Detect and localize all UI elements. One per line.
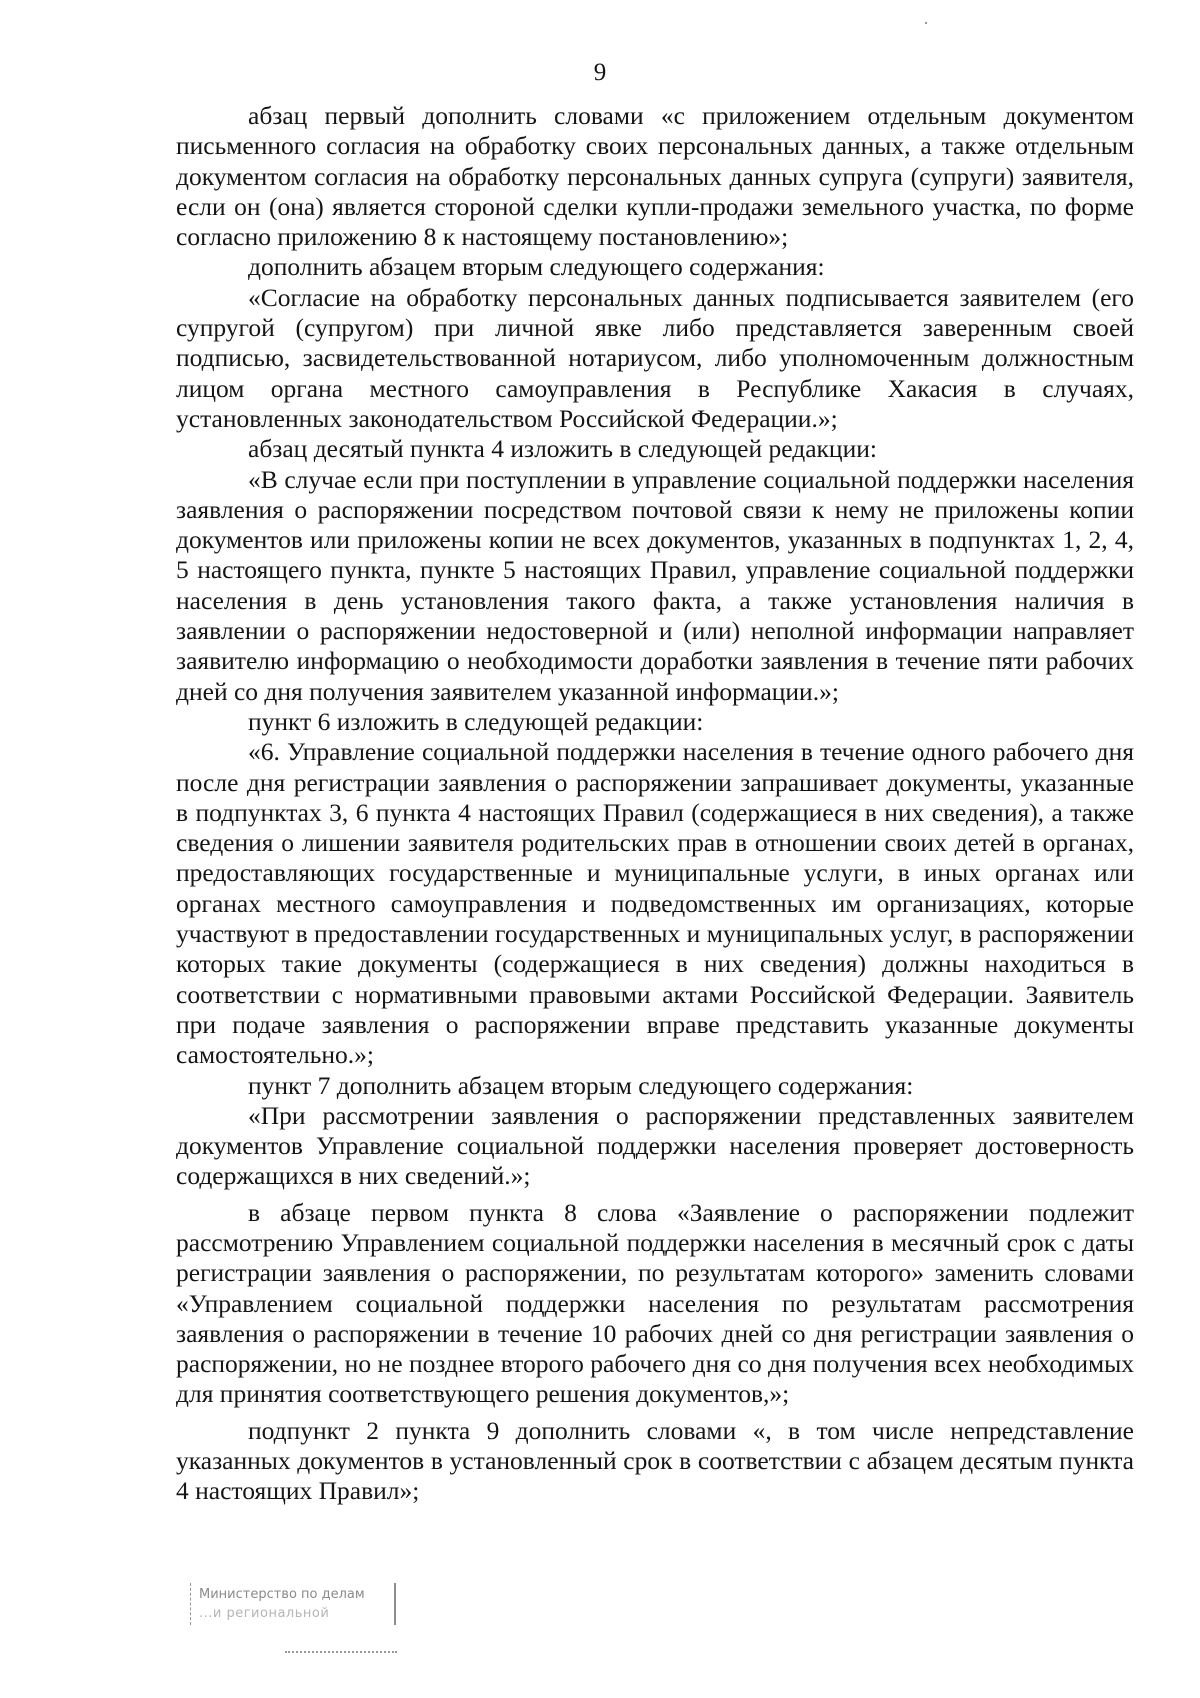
paragraph: «Согласие на обработку персональных данных подписывается заявителем (его супругой (супругом) при личной явке либо представляется заверенным своей подписью, засвидетельствованной нотариусом, либо уполномоченным должностным лицом органа местного самоуправления в Республике Хакасия в случаях, установленных законодательством Российской Федерации.»; — [176, 282, 1134, 433]
paragraph: «6. Управление социальной поддержки населения в течение одного рабочего дня после дня регистрации заявления о распоряжении запрашивает документы, указанные в подпунктах 3, 6 пункта 4 настоящих Правил (содержащиеся в них сведения), а также сведения о лишении заявителя родительских прав в отношении своих детей в органах, предоставляющих государственные и муниципальные услуги, в иных органах или органах местного самоуправления и подведомственных им организациях, которые участвуют в предоставлении государственных и муниципальных услуг, в распоряжении которых такие документы (содержащиеся в них сведения) должны находиться в соответствии с нормативными правовыми актами Российской Федерации. Заявитель при подаче заявления о распоряжении вправе представить указанные документы самостоятельно.»; — [176, 737, 1134, 1070]
paragraph: «В случае если при поступлении в управление социальной поддержки населения заявления о распоряжении посредством почтовой связи к нему не приложены копии документов или приложены копии не всех документов, указанных в подпунктах 1, 2, 4, 5 настоящего пункта, пункте 5 настоящих Правил, управление социальной поддержки населения в день установления такого факта, а также установления наличия в заявлении о распоряжении недостоверной и (или) неполной информации направляет заявителю информацию о необходимости доработки заявления в течение пяти рабочих дней со дня получения заявителем указанной информации.»; — [176, 464, 1134, 706]
paragraph: «При рассмотрении заявления о распоряжении представленных заявителем документов Управление социальной поддержки населения проверяет достоверность содержащихся в них сведений.»; — [176, 1100, 1134, 1191]
page-number: 9 — [593, 59, 607, 86]
stamp-border — [285, 1651, 397, 1653]
stamp-line: Министерство по делам — [199, 1587, 365, 1602]
document-body — [176, 101, 1134, 1507]
paragraph: абзац первый дополнить словами «с приложением отдельным документом письменного согласия на обработку своих персональных данных, а также отдельным документом согласия на обработку персональных данных супруга (супруги) заявителя, если он (она) является стороной сделки купли-продажи земельного участка, по форме согласно приложению 8 к настоящему постановлению»; — [176, 101, 1134, 252]
paragraph: пункт 6 изложить в следующей редакции: — [248, 706, 704, 736]
stamp-line: ...и региональной — [199, 1606, 330, 1621]
paragraph: дополнить абзацем вторым следующего содержания: — [248, 252, 825, 282]
paragraph: абзац десятый пункта 4 изложить в следующей редакции: — [248, 434, 877, 464]
paragraph: в абзаце первом пункта 8 слова «Заявление о распоряжении подлежит рассмотрению Управлением социальной поддержки населения в месячный срок с даты регистрации заявления о распоряжении, по результатам которого» заменить словами «Управлением социальной поддержки населения по результатам рассмотрения заявления о распоряжении в течение 10 рабочих дней со дня регистрации заявления о распоряжении, но не позднее второго рабочего дня со дня получения всех необходимых для принятия соответствующего решения документов,»; — [176, 1197, 1134, 1409]
paragraph: подпункт 2 пункта 9 дополнить словами «, в том числе непредставление указанных документов в установленный срок в соответствии с абзацем десятым пункта 4 настоящих Правил»; — [176, 1415, 1134, 1506]
scan-speck — [925, 22, 927, 24]
paragraph: пункт 7 дополнить абзацем вторым следующего содержания: — [248, 1070, 914, 1100]
ministry-stamp — [190, 1583, 396, 1625]
